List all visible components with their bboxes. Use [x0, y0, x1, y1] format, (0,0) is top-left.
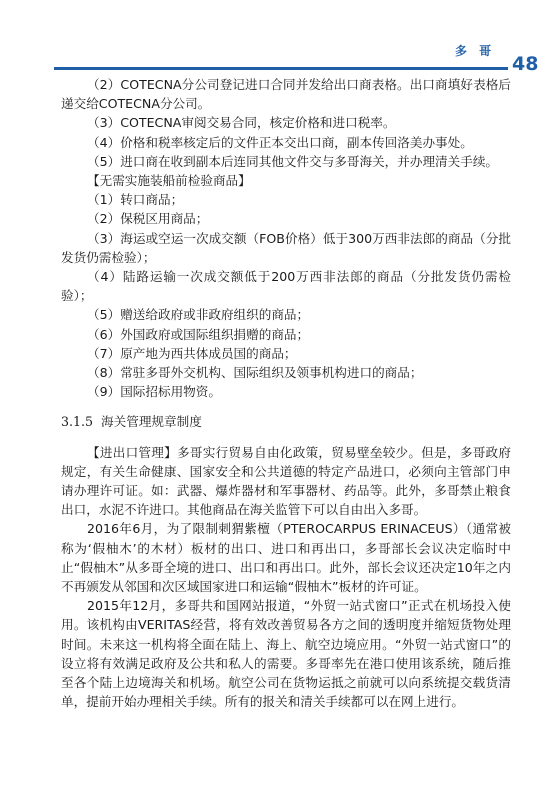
list-item: （6）外国政府或国际组织捐赠的商品；	[87, 326, 310, 342]
paragraph: （3）COTECNA审阅交易合同，核定价格和进口税率。	[87, 115, 396, 131]
page-body	[61, 75, 511, 712]
list-item: （9）国际招标用物资。	[87, 384, 221, 400]
paragraph: （2）COTECNA分公司登记进口合同并发给出口商表格。出口商填好表格后递交给COTECNA分公司。	[61, 77, 511, 112]
paragraph: 2015年12月，多哥共和国网站报道，“外贸一站式窗口”正式在机场投入使用。该机构由VERITAS经营，将有效改善贸易各方之间的透明度并缩短货物处理时间。未来这一机构将全面在陆上、海上、航空边境应用。“外贸一站式窗口”的设立将有效满足政府及公共和私人的需要。多哥率先在港口使用该系统，随后推至各个陆上边境海关和机场。航空公司在货物运抵之前就可以向系统提交载货清单，提前开始办理相关手续。所有的报关和清关手续都可以在网上进行。	[61, 598, 511, 710]
list-item: （3）海运或空运一次成交额（FOB价格）低于300万西非法郎的商品（分批发货仍需检验）；	[61, 230, 511, 265]
paragraph: （5）进口商在收到副本后连同其他文件交与多哥海关，并办理清关手续。	[87, 153, 499, 169]
list-item: （8）常驻多哥外交机构、国际组织及领事机构进口的商品；	[87, 365, 423, 381]
list-item: （7）原产地为西共体成员国的商品；	[87, 345, 297, 361]
list-item: （2）保税区用商品；	[87, 211, 209, 227]
running-header-title: 多 哥	[455, 44, 496, 58]
paragraph: （4）价格和税率核定后的文件正本交出口商，副本传回洛美办事处。	[87, 134, 473, 150]
section-heading	[61, 412, 511, 431]
page-number: 48	[512, 53, 539, 75]
list-item: （4）陆路运输一次成交额低于200万西非法郎的商品（分批发货仍需检验）；	[61, 269, 511, 304]
subheading: 【无需实施装船前检验商品】	[87, 173, 251, 189]
header-rule	[54, 67, 508, 70]
paragraph: 2016年6月，为了限制刺猬紫檀（PTEROCARPUS ERINACEUS）（通常被称为‘假柚木’的木材）板材的出口、进口和再出口，多哥部长会议决定临时中止“假柚木”从多哥全境的进口、出口和再出口。此外，部长会议还决定10年之内不再颁发从邻国和次区域国家进口和运输“假柚木”板材的许可证。	[61, 521, 511, 595]
section-number: 3.1.5	[61, 414, 94, 430]
section-title: 海关管理规章制度	[101, 414, 202, 430]
paragraph: 【进出口管理】多哥实行贸易自由化政策，贸易壁垒较少。但是，多哥政府规定，有关生命健康、国家安全和公共道德的特定产品进口，必须向主管部门申请办理许可证。如：武器、爆炸器材和军事器材、药品等。此外，多哥禁止粮食出口，水泥不许进口。其他商品在海关监管下可以自由出入多哥。	[61, 444, 511, 518]
list-item: （5）赠送给政府或非政府组织的商品；	[87, 307, 310, 323]
list-item: （1）转口商品；	[87, 192, 184, 208]
